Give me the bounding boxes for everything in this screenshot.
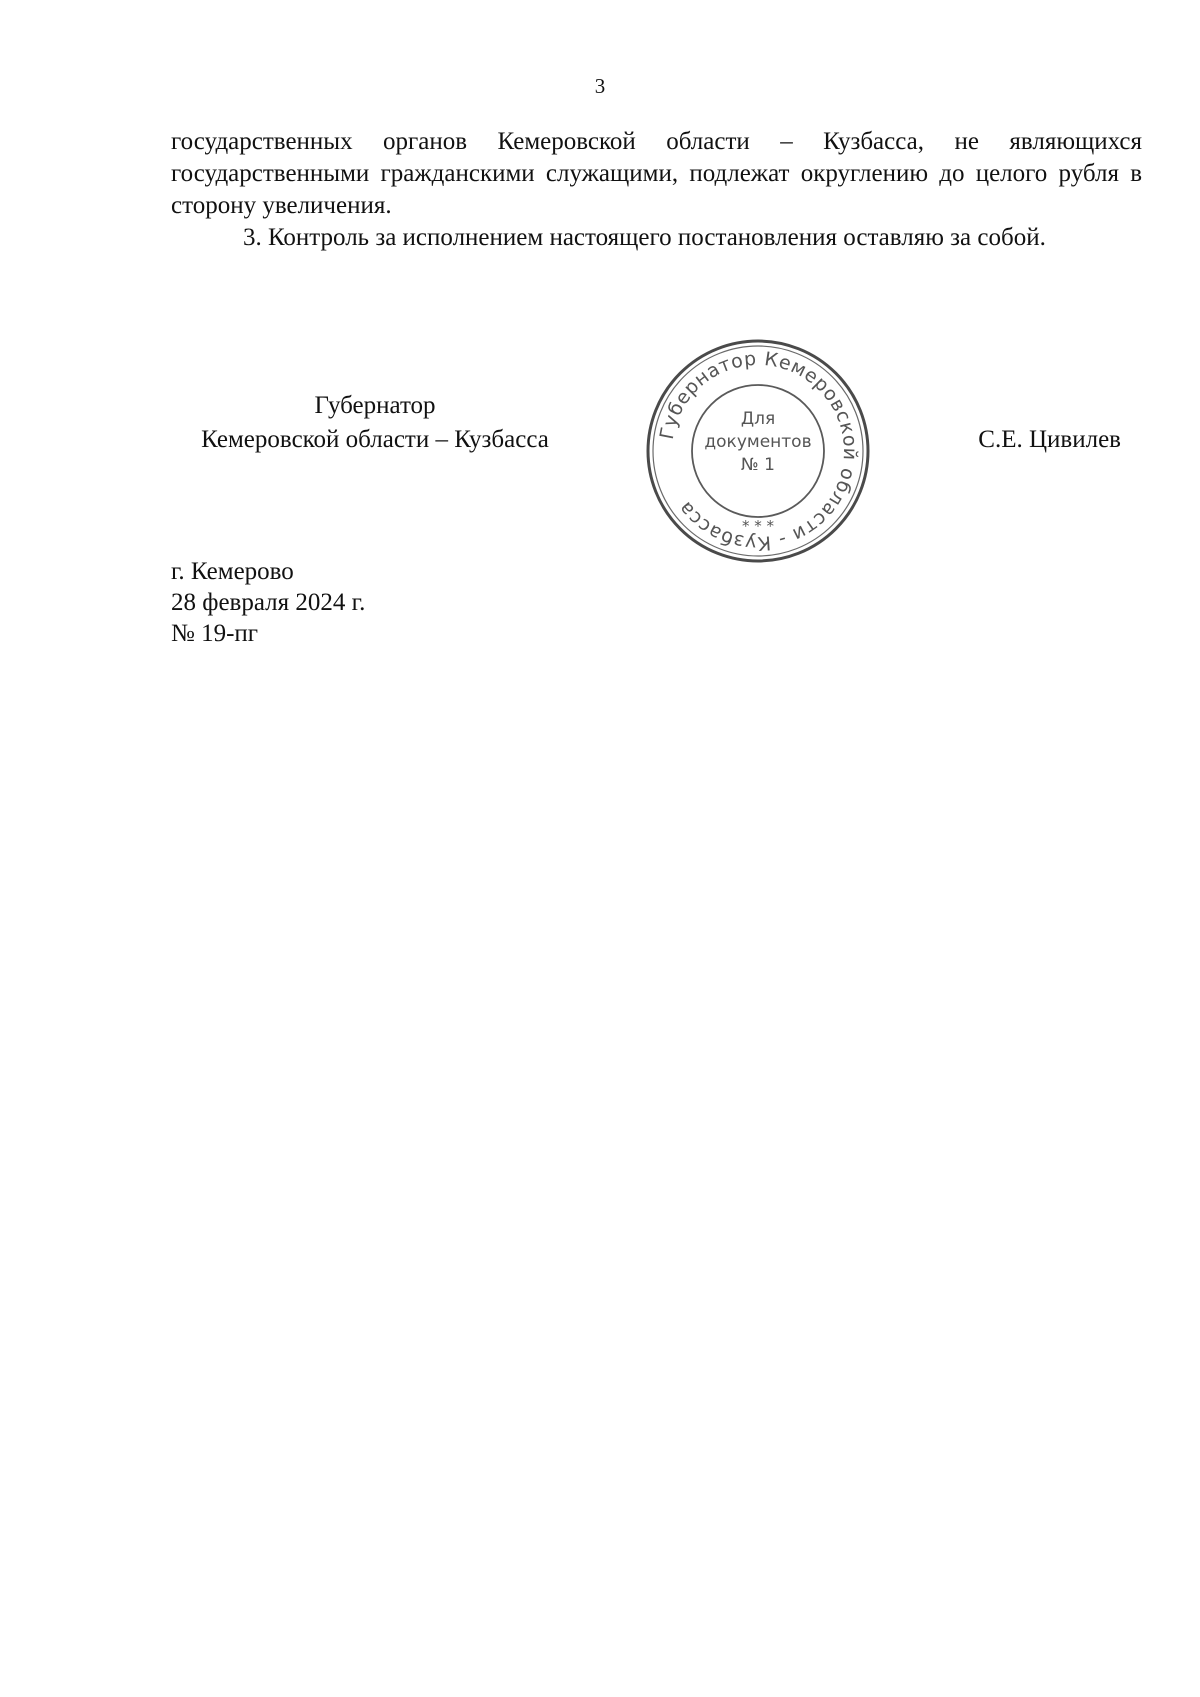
signatory-title-line: Губернатор	[314, 392, 436, 419]
seal-ring-text: Губернатор Кемеровской области - Кузбасса	[655, 347, 862, 555]
footer-date: 28 февраля 2024 г.	[171, 589, 366, 616]
footer-number: № 19-пг	[171, 620, 259, 647]
seal-center-line: № 1	[741, 455, 775, 475]
signatory-title	[178, 389, 572, 457]
seal-center-line: документов	[704, 432, 812, 452]
document-footer	[171, 556, 365, 649]
seal-stars: * * *	[741, 517, 775, 535]
signatory-name: С.Е. Цивилев	[978, 426, 1121, 453]
body-paragraph: государственных органов Кемеровской области – Кузбасса, не являющихся государственными гражданскими служащими, подлежат округлению до целого рубля в сторону увеличения.	[171, 128, 1142, 219]
official-seal-stamp	[643, 336, 873, 566]
page-number: 3	[594, 74, 606, 98]
document-body	[171, 126, 1142, 254]
seal-center-line: Для	[740, 409, 776, 429]
body-paragraph: 3. Контроль за исполнением настоящего постановления оставляю за собой.	[243, 224, 1046, 251]
signatory-title-line: Кемеровской области – Кузбасса	[201, 426, 549, 453]
footer-city: г. Кемерово	[171, 558, 294, 585]
